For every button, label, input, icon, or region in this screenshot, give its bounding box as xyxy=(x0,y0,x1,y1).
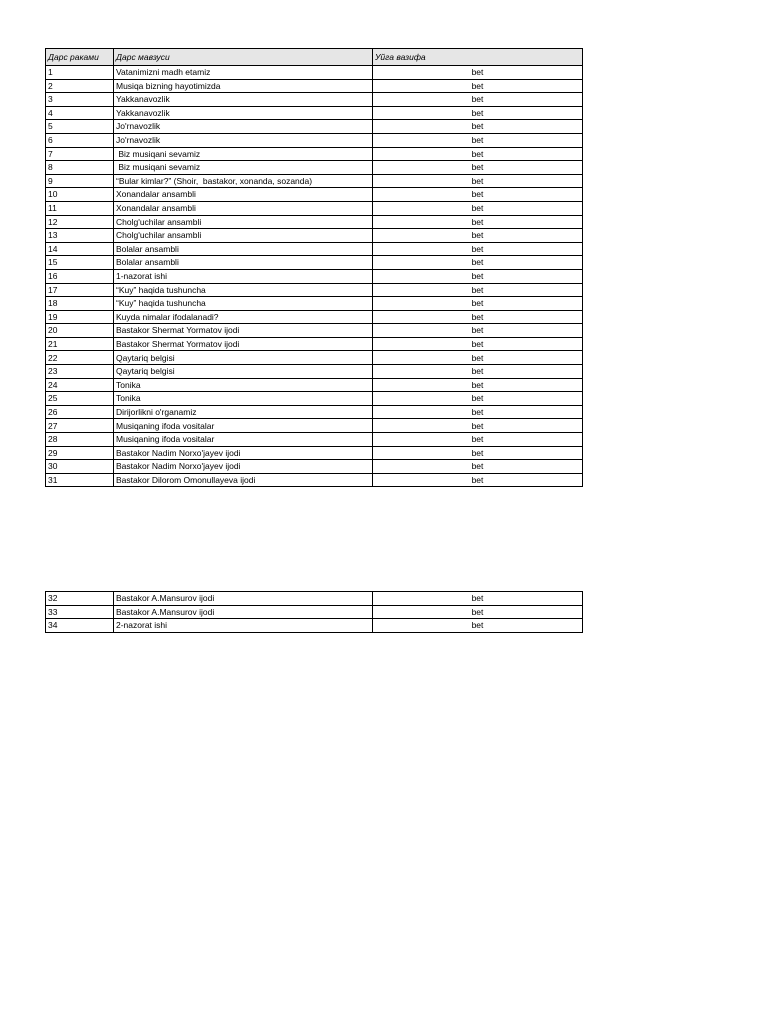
lesson-number-cell: 23 xyxy=(46,365,114,379)
homework-cell: bet xyxy=(373,188,583,202)
homework-cell: bet xyxy=(373,242,583,256)
table-row xyxy=(46,229,583,243)
lesson-number-cell: 34 xyxy=(46,619,114,633)
homework-cell: bet xyxy=(373,133,583,147)
homework-cell: bet xyxy=(373,592,583,606)
lesson-plan-table-continued xyxy=(45,591,583,633)
lesson-number-cell: 28 xyxy=(46,433,114,447)
lesson-topic-cell: Dirijorlikni o'rganamiz xyxy=(114,405,373,419)
table-row xyxy=(46,161,583,175)
homework-cell: bet xyxy=(373,310,583,324)
homework-cell: bet xyxy=(373,433,583,447)
lesson-topic-cell: Cholg'uchilar ansambli xyxy=(114,229,373,243)
lesson-number-cell: 4 xyxy=(46,106,114,120)
lesson-topic-cell: Tonika xyxy=(114,392,373,406)
homework-cell: bet xyxy=(373,161,583,175)
lesson-topic-cell: Bastakor Shermat Yormatov ijodi xyxy=(114,324,373,338)
lesson-topic-cell: “Bular kimlar?” (Shoir, bastakor, xonanda, sozanda) xyxy=(114,174,373,188)
lesson-topic-cell: Musiqa bizning hayotimizda xyxy=(114,79,373,93)
table-row xyxy=(46,446,583,460)
table-row xyxy=(46,120,583,134)
homework-cell: bet xyxy=(373,93,583,107)
lesson-number-cell: 30 xyxy=(46,460,114,474)
table-row xyxy=(46,297,583,311)
homework-cell: bet xyxy=(373,337,583,351)
lesson-number-cell: 27 xyxy=(46,419,114,433)
homework-cell: bet xyxy=(373,405,583,419)
homework-cell: bet xyxy=(373,297,583,311)
table-row xyxy=(46,66,583,80)
lesson-number-cell: 20 xyxy=(46,324,114,338)
table-row xyxy=(46,473,583,487)
homework-cell: bet xyxy=(373,283,583,297)
lesson-topic-cell: Biz musiqani sevamiz xyxy=(114,147,373,161)
table-row xyxy=(46,269,583,283)
table-row xyxy=(46,310,583,324)
homework-cell: bet xyxy=(373,619,583,633)
lesson-topic-cell: Qaytariq belgisi xyxy=(114,365,373,379)
homework-cell: bet xyxy=(373,473,583,487)
table-row xyxy=(46,324,583,338)
homework-cell: bet xyxy=(373,378,583,392)
lesson-topic-cell: Bolalar ansambli xyxy=(114,256,373,270)
lesson-number-cell: 6 xyxy=(46,133,114,147)
header-lesson-topic: Дарс мавзуси xyxy=(114,49,373,66)
homework-cell: bet xyxy=(373,351,583,365)
table-row xyxy=(46,147,583,161)
homework-cell: bet xyxy=(373,446,583,460)
lesson-number-cell: 5 xyxy=(46,120,114,134)
table-row xyxy=(46,79,583,93)
table-row xyxy=(46,201,583,215)
lesson-topic-cell: Bastakor A.Mansurov ijodi xyxy=(114,605,373,619)
homework-cell: bet xyxy=(373,79,583,93)
table-row xyxy=(46,174,583,188)
lesson-number-cell: 2 xyxy=(46,79,114,93)
lesson-topic-cell: Kuyda nimalar ifodalanadi? xyxy=(114,310,373,324)
lesson-topic-cell: 2-nazorat ishi xyxy=(114,619,373,633)
lesson-number-cell: 15 xyxy=(46,256,114,270)
table-row xyxy=(46,106,583,120)
lesson-number-cell: 19 xyxy=(46,310,114,324)
header-homework: Уйга вазифа xyxy=(373,49,583,66)
lesson-plan-table xyxy=(45,48,583,487)
table-row xyxy=(46,605,583,619)
lesson-number-cell: 11 xyxy=(46,201,114,215)
lesson-number-cell: 24 xyxy=(46,378,114,392)
lesson-topic-cell: Bastakor Dilorom Omonullayeva ijodi xyxy=(114,473,373,487)
homework-cell: bet xyxy=(373,605,583,619)
table-row xyxy=(46,133,583,147)
lesson-number-cell: 1 xyxy=(46,66,114,80)
table-row xyxy=(46,283,583,297)
homework-cell: bet xyxy=(373,229,583,243)
homework-cell: bet xyxy=(373,392,583,406)
homework-cell: bet xyxy=(373,419,583,433)
homework-cell: bet xyxy=(373,201,583,215)
table-row xyxy=(46,619,583,633)
lesson-topic-cell: Yakkanavozlik xyxy=(114,93,373,107)
lesson-topic-cell: Bastakor Nadim Norxo'jayev ijodi xyxy=(114,446,373,460)
table-row xyxy=(46,337,583,351)
lesson-topic-cell: Yakkanavozlik xyxy=(114,106,373,120)
lesson-number-cell: 25 xyxy=(46,392,114,406)
lesson-topic-cell: Bastakor A.Mansurov ijodi xyxy=(114,592,373,606)
table-row xyxy=(46,365,583,379)
lesson-number-cell: 13 xyxy=(46,229,114,243)
lesson-topic-cell: Jo'rnavozlik xyxy=(114,133,373,147)
table-row xyxy=(46,378,583,392)
homework-cell: bet xyxy=(373,324,583,338)
lesson-topic-cell: Xonandalar ansambli xyxy=(114,188,373,202)
lesson-number-cell: 16 xyxy=(46,269,114,283)
homework-cell: bet xyxy=(373,215,583,229)
lesson-rows-continued xyxy=(46,592,583,633)
lesson-number-cell: 31 xyxy=(46,473,114,487)
lesson-topic-cell: Cholg'uchilar ansambli xyxy=(114,215,373,229)
lesson-number-cell: 10 xyxy=(46,188,114,202)
homework-cell: bet xyxy=(373,460,583,474)
lesson-topic-cell: Biz musiqani sevamiz xyxy=(114,161,373,175)
homework-cell: bet xyxy=(373,269,583,283)
table-row xyxy=(46,405,583,419)
table-row xyxy=(46,419,583,433)
homework-cell: bet xyxy=(373,66,583,80)
homework-cell: bet xyxy=(373,174,583,188)
header-lesson-number: Дарс раками xyxy=(46,49,114,66)
lesson-number-cell: 9 xyxy=(46,174,114,188)
homework-cell: bet xyxy=(373,365,583,379)
lesson-number-cell: 18 xyxy=(46,297,114,311)
lesson-topic-cell: Bastakor Shermat Yormatov ijodi xyxy=(114,337,373,351)
table-row xyxy=(46,188,583,202)
homework-cell: bet xyxy=(373,147,583,161)
header-row xyxy=(46,49,583,66)
lesson-topic-cell: Qaytariq belgisi xyxy=(114,351,373,365)
lesson-number-cell: 12 xyxy=(46,215,114,229)
lesson-number-cell: 7 xyxy=(46,147,114,161)
table-row xyxy=(46,433,583,447)
homework-cell: bet xyxy=(373,120,583,134)
lesson-topic-cell: Jo'rnavozlik xyxy=(114,120,373,134)
lesson-number-cell: 3 xyxy=(46,93,114,107)
lesson-topic-cell: Vatanimizni madh etamiz xyxy=(114,66,373,80)
lesson-topic-cell: Bolalar ansambli xyxy=(114,242,373,256)
table-row xyxy=(46,592,583,606)
lesson-topic-cell: Tonika xyxy=(114,378,373,392)
lesson-topic-cell: Musiqaning ifoda vositalar xyxy=(114,419,373,433)
lesson-number-cell: 22 xyxy=(46,351,114,365)
lesson-number-cell: 14 xyxy=(46,242,114,256)
lesson-number-cell: 33 xyxy=(46,605,114,619)
lesson-topic-cell: Xonandalar ansambli xyxy=(114,201,373,215)
table-row xyxy=(46,351,583,365)
lesson-topic-cell: Bastakor Nadim Norxo'jayev ijodi xyxy=(114,460,373,474)
table-row xyxy=(46,242,583,256)
homework-cell: bet xyxy=(373,256,583,270)
lesson-number-cell: 29 xyxy=(46,446,114,460)
homework-cell: bet xyxy=(373,106,583,120)
lesson-number-cell: 32 xyxy=(46,592,114,606)
table-row xyxy=(46,392,583,406)
lesson-topic-cell: Musiqaning ifoda vositalar xyxy=(114,433,373,447)
lesson-number-cell: 21 xyxy=(46,337,114,351)
lesson-topic-cell: 1-nazorat ishi xyxy=(114,269,373,283)
table-row xyxy=(46,93,583,107)
table-row xyxy=(46,215,583,229)
lesson-number-cell: 8 xyxy=(46,161,114,175)
lesson-rows xyxy=(46,66,583,487)
lesson-number-cell: 26 xyxy=(46,405,114,419)
lesson-topic-cell: “Kuy” haqida tushuncha xyxy=(114,297,373,311)
lesson-topic-cell: “Kuy” haqida tushuncha xyxy=(114,283,373,297)
table-row xyxy=(46,460,583,474)
lesson-number-cell: 17 xyxy=(46,283,114,297)
table-row xyxy=(46,256,583,270)
